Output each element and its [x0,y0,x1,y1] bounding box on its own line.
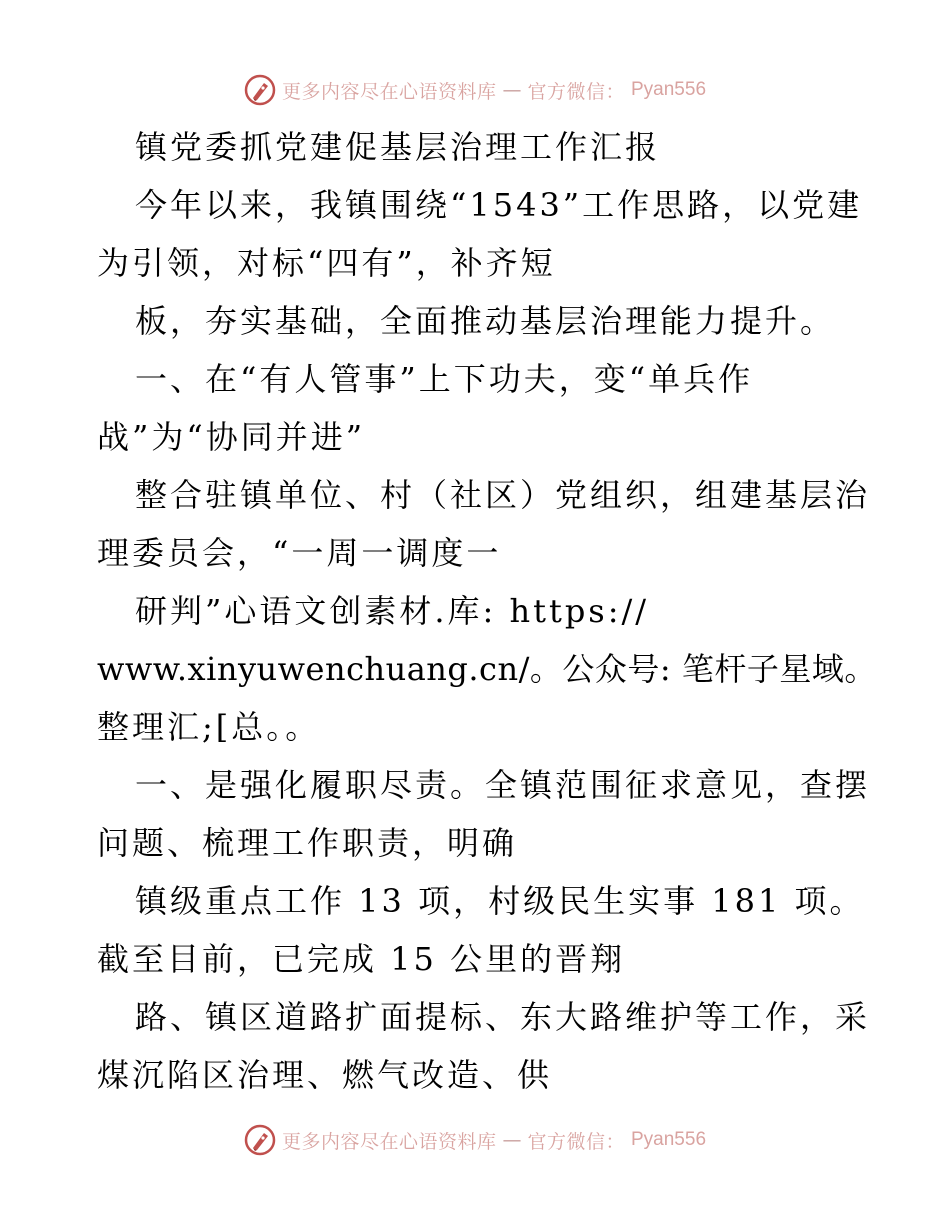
document-title: 镇党委抓党建促基层治理工作汇报 [135,128,661,166]
banner-separator: — [502,1129,522,1151]
text-line: 理委员会，“一周一调度一 [97,534,502,572]
text-line: 煤沉陷区治理、燃气改造、供 [97,1056,553,1094]
footer-banner [0,1120,950,1160]
text-line: 一、是强化履职尽责。全镇范围征求意见，查摆 [135,766,871,804]
section-heading-cont: 战”为“协同并进” [97,418,366,456]
banner-channel: 官方微信： [527,1130,625,1153]
pen-nib-logo-icon [244,74,276,106]
banner-text: 更多内容尽在心语资料库 [281,1130,497,1153]
banner-separator: — [502,79,522,101]
text-line: 整理汇;[总。。 [97,708,321,746]
pen-nib-logo-icon [244,1124,276,1156]
section-heading: 一、在“有人管事”上下功夫，变“单兵作 [135,360,754,398]
text-line: 研判”心语文创素材.库: https:// [135,592,650,630]
text-line: 路、镇区道路扩面提标、东大路维护等工作，采 [135,998,871,1036]
text-line: 整合驻镇单位、村（社区）党组织，组建基层治 [135,476,871,514]
text-line: 板，夯实基础，全面推动基层治理能力提升。 [135,302,836,340]
banner-wechat-id: Pyan556 [631,79,707,100]
url-line: www.xinyuwenchuang.cn/。公众号: 笔杆子星域。 [97,650,877,688]
text-line: 问题、梳理工作职责，明确 [97,824,518,862]
banner-text: 更多内容尽在心语资料库 [281,80,497,103]
text-line: 镇级重点工作 13 项，村级民生实事 181 项。 [135,882,865,920]
text-line: 截至目前，已完成 15 公里的晋翔 [97,940,626,978]
banner-channel: 官方微信： [527,80,625,103]
text-line: 今年以来，我镇围绕“1543”工作思路，以党建 [135,186,863,224]
text-line: 为引领，对标“四有”，补齐短 [97,244,556,282]
banner-wechat-id: Pyan556 [631,1129,707,1150]
header-banner [0,70,950,110]
document-body [97,118,877,1104]
